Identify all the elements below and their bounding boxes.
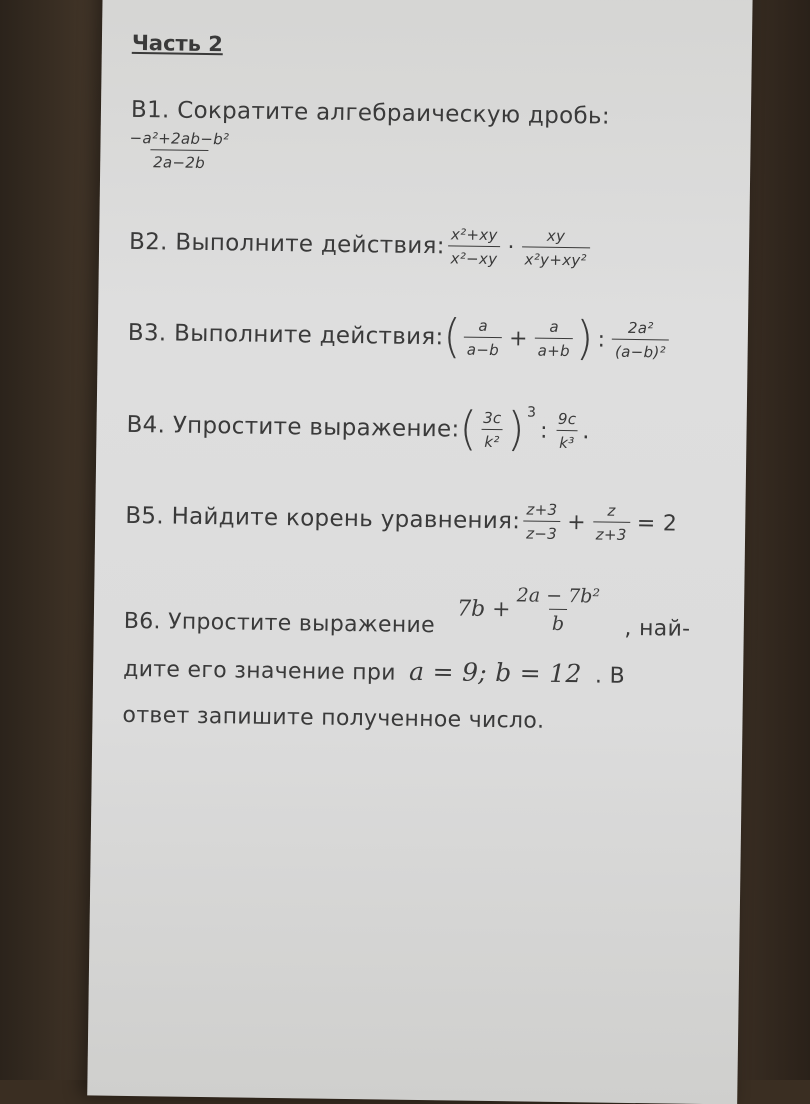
left-parenthesis: ( [459, 402, 478, 457]
task-b3-label: B3. Выполните действия: [127, 319, 444, 351]
task-b3-fraction-2 [535, 318, 574, 361]
fraction-denominator: a−b [464, 337, 502, 360]
equation-right-side: = 2 [636, 510, 678, 537]
task-b3 [127, 310, 729, 366]
variable-values: a = 9; b = 12 [408, 656, 582, 689]
fraction-numerator: 2a² [627, 318, 654, 338]
fraction-denominator: k² [481, 429, 503, 451]
fraction-numerator: −a²+2ab−b² [129, 128, 230, 149]
task-b4-label: B4. Упростите выражение: [126, 411, 460, 443]
left-parenthesis: ( [443, 310, 462, 364]
task-b1 [130, 97, 731, 179]
expression-left-term: 7b + [456, 596, 511, 622]
task-b2 [129, 221, 730, 271]
task-b5 [125, 495, 726, 545]
task-b3-fraction-1 [464, 317, 503, 360]
part-title: Часть 2 [131, 30, 224, 57]
right-parenthesis: ) [507, 402, 526, 457]
fraction-denominator: k³ [556, 430, 578, 452]
worksheet-content [122, 31, 732, 747]
fraction-numerator: a [549, 317, 560, 336]
task-b6-expression [457, 584, 606, 636]
task-b2-fraction-2 [521, 226, 590, 269]
task-b4-fraction-1 [480, 409, 505, 451]
period: . [581, 418, 590, 445]
task-b6-fraction [513, 584, 603, 635]
task-b6-label: B6. Упростите выражение [123, 608, 436, 639]
plus-sign: + [508, 325, 529, 351]
divide-sign: : [539, 418, 548, 444]
fraction-numerator: x²+xy [450, 225, 498, 245]
fraction-numerator: z+3 [526, 500, 558, 519]
fraction-denominator: z−3 [523, 520, 560, 543]
plus-sign: + [567, 509, 587, 535]
task-b4 [126, 403, 727, 455]
task-b3-fraction-3 [612, 319, 669, 362]
fraction-numerator: 2a − 7b² [516, 584, 601, 608]
task-b5-fraction-1 [523, 500, 560, 543]
divide-sign: : [597, 326, 606, 353]
fraction-denominator: x²−xy [447, 245, 500, 268]
task-b1-fraction [126, 129, 232, 172]
fraction-denominator: x²y+xy² [521, 246, 590, 269]
fraction-numerator: a [478, 316, 489, 335]
fraction-denominator: 2a−2b [150, 149, 208, 172]
task-b2-label: B2. Выполните действия: [128, 228, 445, 260]
task-b6-line-1 [124, 599, 725, 653]
fraction-denominator: (a−b)² [612, 339, 669, 362]
task-b6 [122, 599, 724, 747]
task-b1-label: B1. Сократите алгебраическую дробь: [130, 96, 611, 130]
task-b6-line-2 [123, 645, 724, 701]
task-b5-label: B5. Найдите корень уравнения: [125, 502, 521, 535]
fraction-numerator: 3c [483, 408, 502, 428]
fraction-numerator: 9c [557, 409, 577, 429]
task-b2-fraction-1 [447, 225, 500, 268]
task-b4-fraction-2 [554, 410, 579, 452]
fraction-numerator: xy [546, 226, 566, 245]
task-b6-line-3: ответ запишите полученное число. [122, 702, 545, 734]
paper-sheet [87, 0, 753, 1104]
task-b6-line-2-text: дите его значение при [122, 656, 396, 686]
fraction-denominator: z+3 [593, 521, 630, 544]
fraction-denominator: a+b [535, 338, 573, 361]
fraction-denominator: b [549, 609, 568, 635]
task-b5-fraction-2 [593, 501, 630, 544]
fraction-numerator: z [607, 501, 616, 520]
task-b6-line-2-end: . В [594, 663, 626, 689]
task-b6-line-1-end: , най- [624, 615, 691, 642]
right-parenthesis: ) [575, 311, 594, 366]
multiply-sign: · [507, 234, 515, 260]
exponent: 3 [526, 404, 537, 421]
